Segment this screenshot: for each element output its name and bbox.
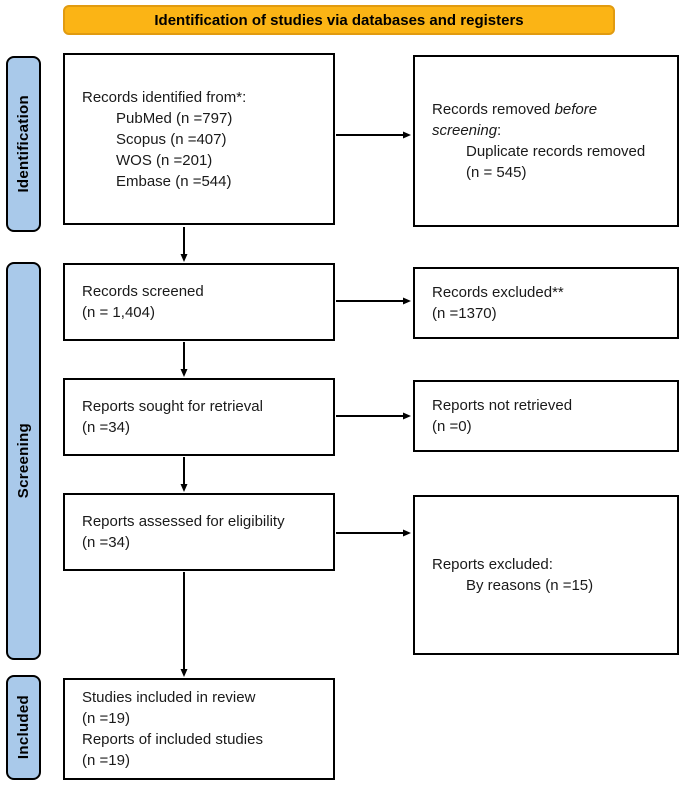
records-identified-heading: Records identified from*: [82,88,247,106]
duplicate-records-count: (n = 545) [466,164,527,181]
phase-bar-included [6,675,41,780]
records-removed-colon: : [497,122,502,139]
phase-label-included: Included [15,695,32,760]
reports-not-retrieved-line: Reports not retrieved [432,397,573,414]
box-records-screened [63,263,335,341]
box-reports-assessed [63,493,335,571]
reports-excluded-heading: Reports excluded: [432,556,553,573]
reports-sought-count: (n =34) [82,419,130,436]
reports-assessed-count: (n =34) [82,534,130,551]
box-reports-not-retrieved [413,380,679,452]
records-identified-pubmed: PubMed (n =797) [116,109,233,127]
reports-included-count: (n =19) [82,752,130,769]
records-excluded-count: (n =1370) [432,305,497,322]
phase-bar-identification [6,56,41,232]
box-reports-sought [63,378,335,456]
phase-bar-screening [6,262,41,660]
box-records-removed [413,55,679,227]
reports-included-line: Reports of included studies [82,731,263,748]
reports-excluded-reasons: By reasons (n =15) [466,577,594,594]
box-records-excluded [413,267,679,339]
records-screened-count: (n = 1,404) [82,304,155,321]
records-identified-embase: Embase (n =544) [116,172,232,190]
duplicate-records-removed: Duplicate records removed [466,143,646,160]
phase-label-identification: Identification [15,95,32,193]
box-studies-included [63,678,335,780]
phase-label-screening: Screening [15,423,32,499]
reports-sought-line: Reports sought for retrieval [82,398,263,415]
records-identified-scopus: Scopus (n =407) [116,130,227,148]
studies-included-count: (n =19) [82,710,130,727]
records-removed-italic-text: before screening [432,101,598,139]
reports-not-retrieved-count: (n =0) [432,418,472,435]
records-excluded-line: Records excluded** [432,284,564,301]
box-reports-excluded [413,495,679,655]
box-records-identified [63,53,335,225]
records-screened-line: Records screened [82,283,204,300]
banner-identification-via-databases [63,5,615,35]
records-removed-heading [432,99,642,141]
studies-included-line: Studies included in review [82,689,256,706]
reports-assessed-line: Reports assessed for eligibility [82,513,285,530]
banner-label: Identification of studies via databases and registers [154,11,524,29]
records-identified-wos: WOS (n =201) [116,151,213,169]
records-removed-text: Records removed [432,101,555,118]
